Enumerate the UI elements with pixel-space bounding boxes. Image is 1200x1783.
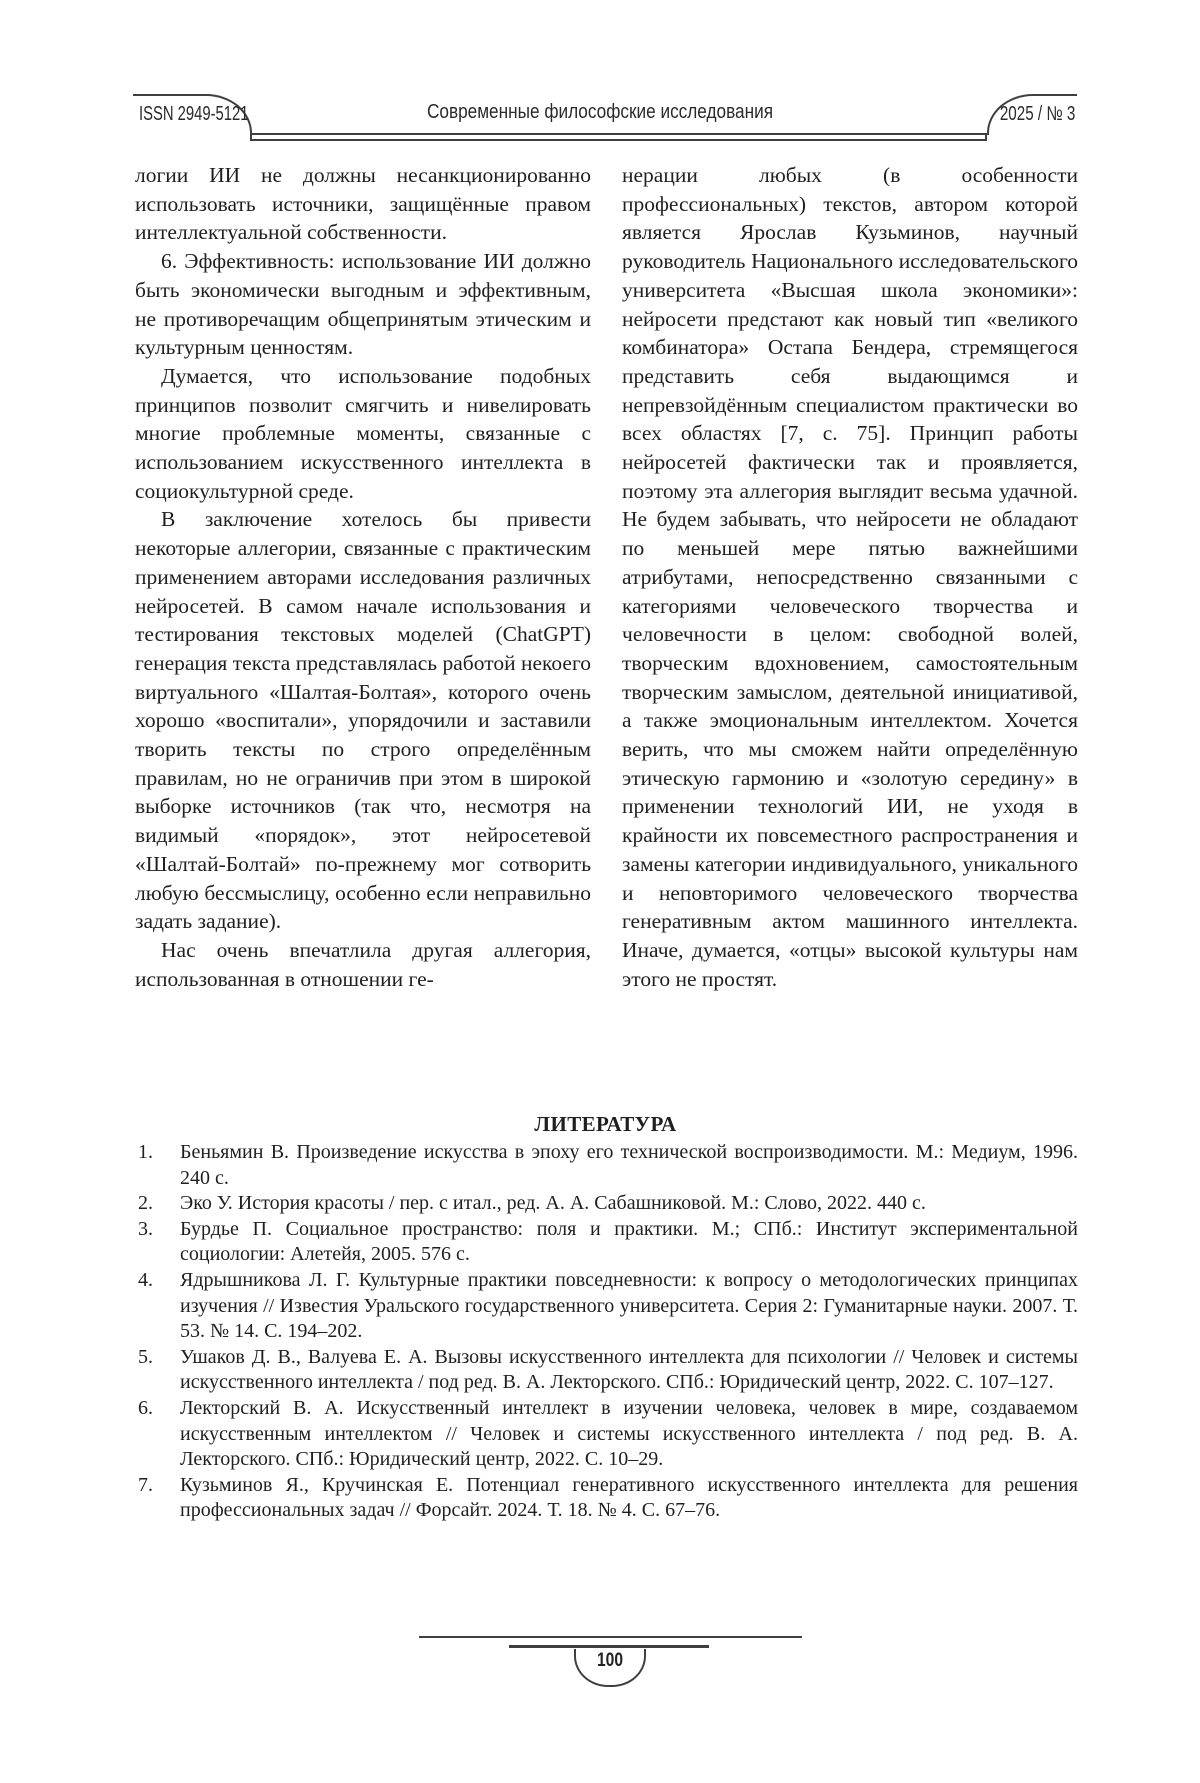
paragraph: Нас очень впечатлила другая аллегория, использованная в отношении ге- [135,937,591,991]
references-heading: ЛИТЕРАТУРА [534,1112,677,1136]
reference-number: 7. [138,1473,153,1496]
reference-text: Ушаков Д. В., Валуева Е. А. Вызовы искусственного интеллекта для психологии // Человек и системы искусственного интеллекта / под ред. В. А. Лекторского. СПб.: Юридический центр, 2022. С. 107–127. [180,1345,1078,1394]
reference-number: 4. [138,1268,153,1291]
reference-text: Ядрышникова Л. Г. Культурные практики повседневности: к вопросу о методологических принципах изучения // Известия Уральского государственного университета. Серия 2: Гуманитарные науки. 2007. Т. 53. № 14. С. 194–202. [180,1268,1078,1343]
header-center-rule [250,133,987,141]
reference-item [138,1268,1078,1345]
journal-title: Современные философские исследования [426,101,774,123]
body-column-left [135,161,591,993]
paragraph: нерации любых (в особенности профессиональных) текстов, автором которой является Ярослав Кузьминов, научный руководитель Национального исследовательского университета «Высшая школа экономики»: нейросети предстают как новый тип «великого комбинатора» Остапа Бендера, стремящегося представить себя выдающимся и непревзойдённым специалистом практически во всех областях [7, с. 75]. Принцип работы нейросетей фактически так и проявляется, поэтому эта аллегория выглядит весьма удачной. Не будем забывать, что нейросети не обладают по меньшей мере пятью важнейшими атрибутами, непосредственно связанными с категориями человеческого творчества и человечности в целом: свободной волей, творческим вдохновением, самостоятельным творческим замыслом, деятельной инициативой, а также эмоциональным интеллектом. Хочется верить, что мы сможем найти определённую этическую гармонию и «золотую середину» в применении технологий ИИ, не уходя в крайности их повсеместного распространения и замены категории индивидуального, уникального и неповторимого человеческого творчества генеративным актом машинного интеллекта. Иначе, думается, «отцы» высокой культуры нам этого не простят. [622,163,1078,991]
footer-rule-short [509,1645,709,1648]
reference-text: Лекторский В. А. Искусственный интеллект в изучении человека, человек в мире, создаваемом искусственным интеллектом // Человек и системы искусственного интеллекта / под ред. В. А. Лекторского. СПб.: Юридический центр, 2022. С. 10–29. [180,1396,1078,1471]
reference-number: 3. [138,1217,153,1240]
footer-rule-long [419,1636,802,1638]
issn-label: ISSN 2949-5121 [139,103,249,125]
reference-text: Бурдье П. Социальное пространство: поля и практики. М.; СПб.: Институт экспериментальной социологии: Алетейя, 2005. 576 с. [180,1217,1078,1266]
reference-item [138,1140,1078,1191]
reference-text: Кузьминов Я., Кручинская Е. Потенциал генеративного искусственного интеллекта для решения профессиональных задач // Форсайт. 2024. Т. 18. № 4. С. 67–76. [180,1473,1078,1522]
paragraph: логии ИИ не должны несанкционированно использовать источники, защищённые правом интеллектуальной собственности. [135,163,591,245]
reference-item [138,1191,1078,1217]
references-list [138,1140,1078,1524]
reference-item [138,1345,1078,1396]
page-number: 100 [596,1650,623,1671]
reference-number: 5. [138,1345,153,1368]
reference-text: Беньямин В. Произведение искусства в эпоху его технической воспроизводимости. М.: Медиум, 1996. 240 с. [180,1141,1078,1189]
issue-label: 2025 / № 3 [999,103,1075,125]
reference-number: 2. [138,1192,153,1215]
reference-item [138,1217,1078,1268]
body-column-right [622,161,1078,993]
page-number-ornament [574,1649,646,1687]
paragraph: В заключение хотелось бы привести некоторые аллегории, связанные с практическим применением авторами исследования различных нейросетей. В самом начале использования и тестирования текстовых моделей (ChatGPT) генерация текста представлялась работой некоего виртуального «Шалтая-Болтая», которого очень хорошо «воспитали», упорядочили и заставили творить тексты по строго определённым правилам, но не ограничив при этом в широкой выборке источников (так что, несмотря на видимый «порядок», этот нейросетевой «Шалтай-Болтай» по-прежнему мог сотворить любую бессмыслицу, особенно если неправильно задать задание). [135,507,591,934]
reference-item [138,1473,1078,1524]
reference-number: 6. [138,1396,153,1419]
reference-text: Эко У. История красоты / пер. с итал., ред. А. А. Сабашниковой. М.: Слово, 2022. 440 с. [180,1192,926,1215]
reference-number: 1. [138,1141,153,1163]
paragraph: 6. Эффективность: использование ИИ должно быть экономически выгодным и эффективным, не противоречащим общепринятым этическим и культурным ценностям. [135,249,591,360]
paragraph: Думается, что использование подобных принципов позволит смягчить и нивелировать многие проблемные моменты, связанные с использованием искусственного интеллекта в социокультурной среде. [135,363,591,503]
reference-item [138,1396,1078,1473]
